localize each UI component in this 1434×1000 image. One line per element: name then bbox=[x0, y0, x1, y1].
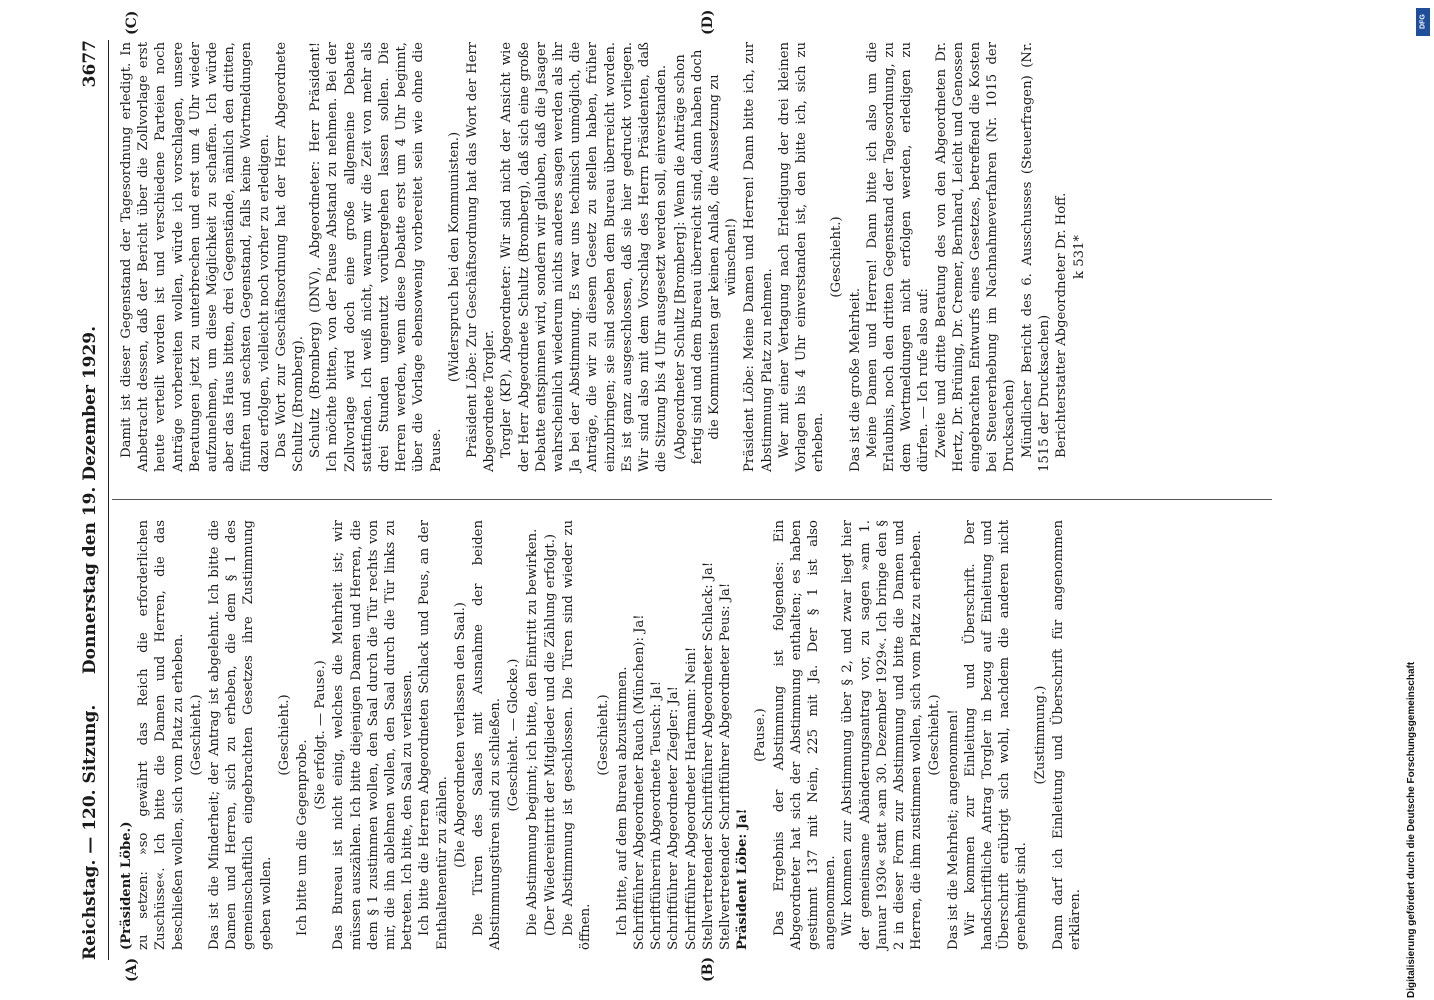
paragraph: Schriftführer Abgeordneter Hartmann: Nein! bbox=[683, 646, 699, 950]
paragraph: (Abgeordneter Schultz [Bromberg]: Wenn die Anträge schon fertig sind und dem Bureau überreicht sind, dann haben doch die Kommunisten gar keinen Anlaß, die Aussetzung zu wünschen!) bbox=[672, 49, 740, 465]
paragraph: Mündlicher Bericht des 6. Ausschusses (Steuerfragen) (Nr. 1515 der Drucksachen) bbox=[1019, 42, 1052, 472]
page-number: 3677 bbox=[80, 40, 100, 88]
paragraph: Ich bitte, auf dem Bureau abzustimmen. bbox=[614, 666, 630, 936]
paragraph: Stellvertretender Schriftführer Abgeordneter Peus: Ja! bbox=[717, 582, 733, 950]
paragraph: (Geschieht.) bbox=[276, 694, 292, 776]
paragraph: Das Wort zur Geschäftsordnung hat der Herr Abgeordnete Schultz (Bromberg). bbox=[273, 42, 307, 472]
paragraph: Die Abstimmung beginnt; ich bitte, den Eintritt zu bewirken. bbox=[524, 528, 540, 936]
paragraph: (Pause.) bbox=[753, 708, 769, 762]
paragraph: Meine Damen und Herren! Dann bitte ich also um die Erlaubnis, noch den dritten Gegenstand der Tagesordnung, zu dem Wortmeldungen nicht erfolgen werden, erledigen zu dürfen. — Ich rufe also auf: bbox=[864, 42, 932, 472]
paragraph: Wer mit einer Vertagung nach Erledigung der drei kleinen Vorlagen bis 4 Uhr einverstanden ist, den bitte ich, sich zu erheben. bbox=[776, 42, 827, 472]
paragraph: (Zustimmung.) bbox=[1032, 685, 1048, 785]
paragraph: Präsident Löbe: Ja! bbox=[735, 808, 751, 950]
paragraph: Wir kommen zur Einleitung und Überschrift. Der handschriftliche Antrag Torgler in bezug auf Einleitung und Überschrift erübrigt sich wohl, nachdem die anderen nicht genehmigt sind. bbox=[962, 520, 1030, 950]
paragraph: (Der Wiedereintritt der Mitglieder und die Zählung erfolgt.) bbox=[542, 533, 558, 937]
paragraph: Damit ist dieser Gegenstand der Tagesordnung erledigt. In Anbetracht dessen, daß der Bericht über die Zollvorlage erst heute verteilt worden ist und verschiedene Parteien noch Anträge vorbereiten wollen, würde ich vorschlagen, unsere Beratungen jetzt zu unterbrechen und erst um 4 Uhr wieder aufzunehmen, um diese Möglichkeit zu schaffen. Ich würde aber das Haus bitten, drei Gegenstände, nämlich den dritten, fünften und sechsten Gegenstand, falls keine Wortmeldungen dazu erfolgen, vielleicht noch vorher zu erledigen. bbox=[119, 42, 272, 472]
margin-marker-c: (C) bbox=[124, 10, 140, 35]
paragraph: Schultz (Bromberg) (DNV), Abgeordneter: Herr Präsident! Ich möchte bitten, von der Pause Abstand zu nehmen. Bei der Zollvorlage wird doch eine große allgemeine Debatte stattfinden. Ich weiß nicht, warum wir die Zeit von mehr als drei Stunden ungenutzt vorübergehen lassen sollen. Die Herren werden, wenn diese Debatte erst um 4 Uhr beginnt, über die Vorlage ebensowenig vorbereitet sein wie ohne die Pause. bbox=[308, 42, 444, 472]
paragraph: Die Abstimmung ist geschlossen. Die Türen sind wieder zu öffnen. bbox=[561, 520, 594, 950]
margin-marker-a: (A) bbox=[124, 957, 140, 982]
paragraph: Die Türen des Saales mit Ausnahme der beiden Abstimmungstüren sind zu schließen. bbox=[471, 520, 504, 950]
header-center: Donnerstag den 19. Dezember 1929. bbox=[80, 325, 100, 675]
paragraph: Ich bitte die Herren Abgeordneten Schlack und Peus, an der Enthaltenentür zu zählen. bbox=[417, 520, 450, 950]
right-column bbox=[118, 42, 1089, 472]
digitization-note: Digitalisierung gefördert durch die Deutsche Forschungsgemeinschaft bbox=[1406, 661, 1417, 998]
paragraph: Das Bureau ist nicht einig, welches die Mehrheit ist; wir müssen auszählen. Ich bitte diejenigen Damen und Herren, die dem § 1 zustimmen wollen, den Saal durch die Tür rechts von mir, die ihn ablehnen wollen, den Saal durch die Tür links zu betreten. Ich bitte, den Saal zu verlassen. bbox=[331, 520, 416, 950]
paragraph: (Geschieht.) bbox=[596, 694, 612, 776]
paragraph: Das ist die Minderheit; der Antrag ist abgelehnt. Ich bitte die Damen und Herren, sich zu erheben, die dem § 1 des gemeinschaftlich eingebrachten Gesetzes ihre Zustimmung geben wollen. bbox=[207, 520, 274, 950]
paragraph: (Geschieht.) bbox=[188, 694, 204, 776]
paragraph: Schriftführer Abgeordneter Ziegler: Ja! bbox=[666, 686, 682, 950]
paragraph: Torgler (KP), Abgeordneter: Wir sind nicht der Ansicht wie der Herr Abgeordnete Schultz (Bromberg), daß sich eine große Debatte entspinnen wird, sondern wir glauben, daß die Jasager wahrscheinlich wiederum nichts anderes sagen werden als ihr Ja bei der Abstimmung. Es war uns technisch unmöglich, die Anträge, die wir zu diesem Gesetz zu stellen haben, früher einzubringen; sie sind soeben dem Bureau überreicht worden. Es ist ganz ausgeschlossen, daß sie hier gedruckt vorliegen. Wir sind also mit dem Vorschlag des Herrn Präsidenten, daß die Sitzung bis 4 Uhr ausgesetzt werden soll, einverstanden. bbox=[499, 42, 670, 472]
paragraph: (Präsident Löbe.) bbox=[119, 821, 134, 950]
dfg-logo: DFG bbox=[1416, 8, 1430, 36]
paragraph: zu setzen: »so gewährt das Reich die erforderlichen Zuschüsse«. Ich bitte die Damen und Herren, die das beschließen wollen, sich vom Platz zu erheben. bbox=[136, 520, 186, 950]
paragraph: Präsident Löbe: Zur Geschäftsordnung hat das Wort der Herr Abgeordnete Torgler. bbox=[465, 42, 498, 472]
paragraph: Schriftführerin Abgeordnete Teusch: Ja! bbox=[649, 680, 665, 950]
paragraph: Präsident Löbe: Meine Damen und Herren! Dann bitte ich, zur Abstimmung Platz zu nehmen. bbox=[742, 42, 775, 472]
paragraph: Berichterstatter Abgeordneter Dr. Hoff. bbox=[1053, 192, 1069, 458]
paragraph: Stellvertretender Schriftführer Abgeordneter Schlack: Ja! bbox=[700, 561, 716, 950]
paragraph: Das Ergebnis der Abstimmung ist folgendes: Ein Abgeordneter hat sich der Abstimmung enthalten; es haben gestimmt 137 mit Nein, 225 mit Ja. Der § 1 ist also angenommen. bbox=[771, 520, 839, 950]
paragraph: Zweite und dritte Beratung des von den Abgeordneten Dr. Hertz, Dr. Brüning, Dr. Cremer, Bernhard, Leicht und Genossen eingebrachten Entwurfs eines Gesetzes, betreffend die Kosten bei Steuererhebung im Nachnahmeverfahren (Nr. 1015 der Drucksachen) bbox=[933, 42, 1018, 472]
page-header bbox=[70, 40, 110, 960]
paragraph: Das ist die große Mehrheit. bbox=[847, 287, 863, 472]
paragraph: (Widerspruch bei den Kommunisten.) bbox=[446, 131, 462, 383]
header-rule bbox=[108, 40, 109, 960]
paragraph: Dann darf ich Einleitung und Überschrift für angenommen erklären. bbox=[1050, 520, 1083, 950]
paragraph: (Geschieht.) bbox=[829, 216, 845, 298]
margin-marker-b: (B) bbox=[700, 956, 716, 982]
column-divider bbox=[112, 499, 1272, 500]
paragraph: (Sie erfolgt. — Pause.) bbox=[313, 660, 329, 810]
header-left: Reichstag. — 120. Sitzung. bbox=[80, 704, 100, 960]
margin-marker-d: (D) bbox=[700, 9, 716, 35]
paragraph: Wir kommen zur Abstimmung über § 2, und zwar liegt hier der gemeinsame Abänderungsantrag vor, zu sagen »am 1. Januar 1930« statt »am 30. Dezember 1929«. Ich bringe den § 2 in dieser Form zur Abstimmung und bitte die Damen und Herren, die ihm zustimmen wollen, sich vom Platz zu erheben. bbox=[840, 520, 925, 950]
paragraph: Schriftführer Abgeordneter Rauch (München): Ja! bbox=[631, 614, 647, 950]
paragraph: (Geschieht. — Glocke.) bbox=[506, 658, 522, 812]
paragraph: (Die Abgeordneten verlassen den Saal.) bbox=[452, 602, 468, 868]
paragraph: Ich bitte um die Gegenprobe. bbox=[295, 739, 311, 936]
paragraph: k 531* bbox=[1072, 235, 1088, 279]
paragraph: Das ist die Mehrheit; angenommen! bbox=[945, 709, 961, 950]
paragraph: (Geschieht.) bbox=[927, 694, 943, 776]
left-column bbox=[118, 520, 1084, 950]
